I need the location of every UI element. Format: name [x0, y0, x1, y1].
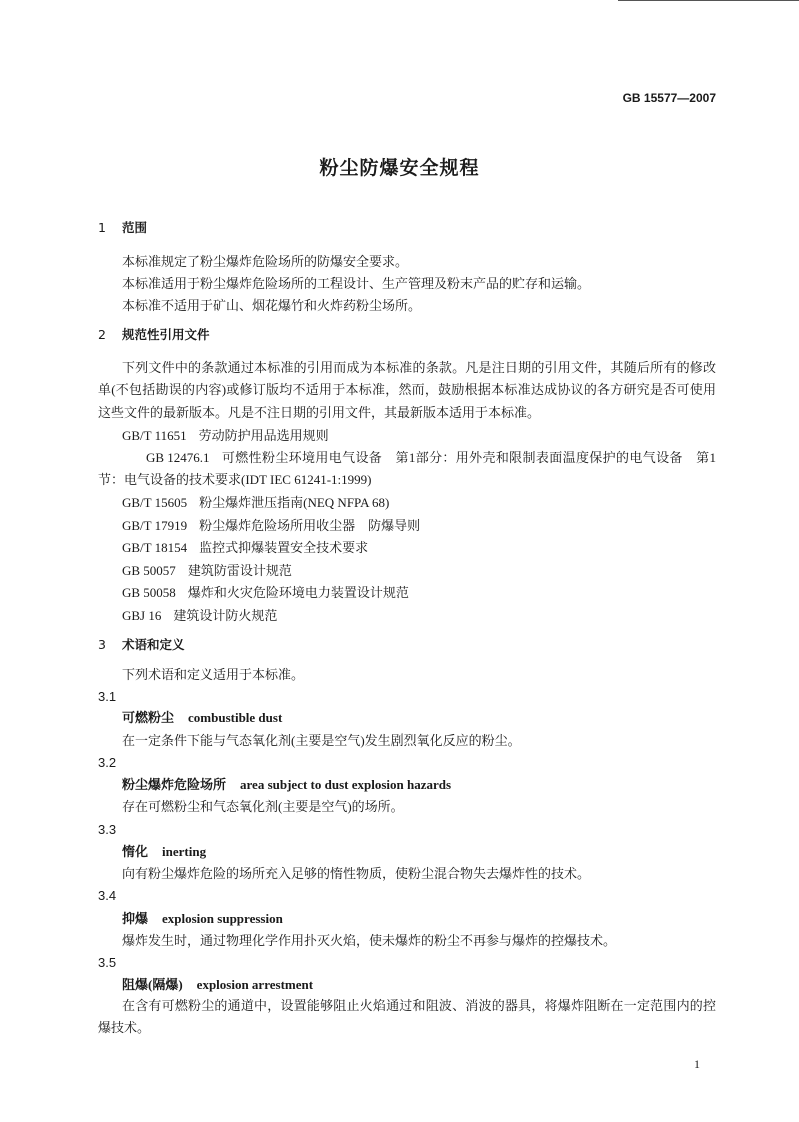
term-definition: 在一定条件下能与气态氧化剂(主要是空气)发生剧烈氧化反应的粉尘。	[122, 733, 521, 748]
paragraph: 本标准适用于粉尘爆炸危险场所的工程设计、生产管理及粉末产品的贮存和运输。	[122, 276, 591, 291]
top-rule	[618, 0, 799, 1]
reference-item: GB 50057 建筑防雷设计规范	[122, 563, 292, 578]
reference-item: GB 12476.1 可燃性粉尘环境用电气设备 第1部分：用外壳和限制表面温度保护的电气设备 第1节：电气设备的技术要求(IDT IEC 61241-1:1999)	[98, 450, 716, 488]
term-heading: 可燃粉尘 combustible dust	[122, 710, 283, 725]
reference-item: GB/T 15605 粉尘爆炸泄压指南(NEQ NFPA 68)	[122, 495, 390, 510]
page-title: 粉尘防爆安全规程	[319, 157, 480, 179]
reference-item: GB 50058 爆炸和火灾危险环境电力装置设计规范	[122, 585, 409, 600]
reference-item: GBJ 16 建筑设计防火规范	[122, 608, 278, 623]
clause-number: 3.5	[98, 955, 117, 970]
section-heading-3: 3 术语和定义	[98, 637, 185, 652]
reference-item: GB/T 11651 劳动防护用品选用规则	[122, 428, 329, 443]
clause-number: 3.1	[98, 689, 117, 704]
term-definition: 存在可燃粉尘和气态氧化剂(主要是空气)的场所。	[122, 799, 404, 814]
section-heading-1: 1 范围	[98, 220, 148, 235]
term-definition: 向有粉尘爆炸危险的场所充入足够的惰性物质，使粉尘混合物失去爆炸性的技术。	[122, 866, 591, 881]
paragraph: 本标准规定了粉尘爆炸危险场所的防爆安全要求。	[122, 254, 409, 269]
reference-item: GB/T 18154 监控式抑爆装置安全技术要求	[122, 540, 369, 555]
term-definition: 在含有可燃粉尘的通道中，设置能够阻止火焰通过和阻波、消波的器具，将爆炸阻断在一定范围内的控爆技术。	[98, 998, 716, 1036]
term-definition: 爆炸发生时，通过物理化学作用扑灭火焰，使未爆炸的粉尘不再参与爆炸的控爆技术。	[122, 933, 617, 948]
paragraph: 本标准不适用于矿山、烟花爆竹和火炸药粉尘场所。	[122, 298, 422, 313]
section-heading-2: 2 规范性引用文件	[98, 327, 210, 342]
reference-item: GB/T 17919 粉尘爆炸危险场所用收尘器 防爆导则	[122, 518, 421, 533]
term-heading: 惰化 inerting	[122, 844, 207, 859]
term-heading: 抑爆 explosion suppression	[122, 911, 283, 926]
clause-number: 3.3	[98, 822, 117, 837]
term-heading: 粉尘爆炸危险场所 area subject to dust explosion hazards	[122, 777, 452, 792]
clause-number: 3.4	[98, 888, 117, 903]
clause-number: 3.2	[98, 755, 117, 770]
standard-number: GB 15577—2007	[622, 91, 716, 105]
paragraph: 下列术语和定义适用于本标准。	[122, 667, 305, 682]
paragraph: 下列文件中的条款通过本标准的引用而成为本标准的条款。凡是注日期的引用文件，其随后所有的修改单(不包括勘误的内容)或修订版均不适用于本标准，然而，鼓励根据本标准达成协议的各方研究是否可使用这些文件的最新版本。凡是不注日期的引用文件，其最新版本适用于本标准。	[98, 360, 716, 420]
term-heading: 阻爆(隔爆) explosion arrestment	[122, 977, 314, 992]
page-number: 1	[694, 1057, 700, 1071]
